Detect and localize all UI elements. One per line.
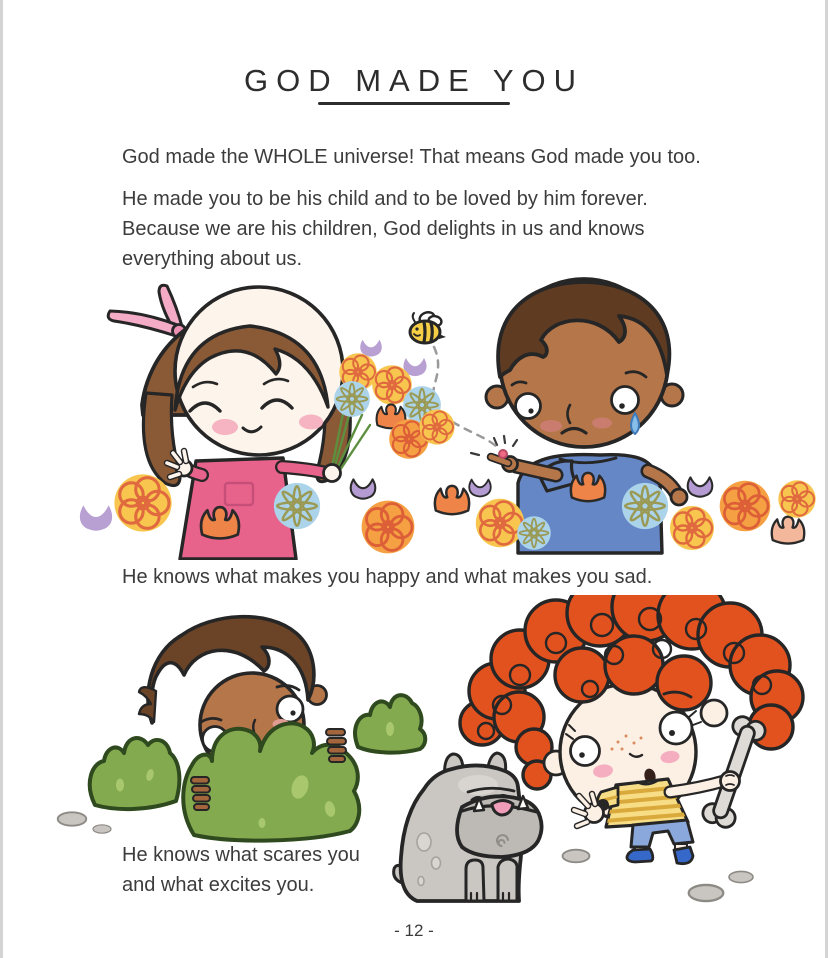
dog-forehead-patch — [458, 775, 498, 795]
bee-icon — [410, 310, 446, 343]
page-number: - 12 - — [394, 921, 434, 940]
grass-bush-left — [90, 738, 180, 809]
dog-leg-left — [466, 860, 484, 901]
boy-eye-left — [516, 394, 541, 419]
caption-scares-line1: He knows what scares you — [122, 844, 360, 866]
girl-cheek-left — [212, 419, 238, 435]
peek-boy-eye-right — [277, 696, 303, 722]
dog-nose — [492, 801, 513, 816]
boy-eye-right — [612, 387, 639, 414]
hair-bow-icon — [108, 285, 185, 337]
grass-tuft-right — [355, 695, 425, 753]
girl2-shoe-right — [674, 847, 693, 864]
bee-sting-mark — [499, 450, 507, 458]
girl-sleeve-right — [282, 467, 326, 473]
girl2-ear-right — [701, 700, 727, 726]
pebbles-right — [563, 850, 754, 901]
caption-scares-excites — [122, 840, 452, 900]
illustration-flowers-and-bee — [0, 275, 828, 560]
page-title: GOD MADE YOU — [243, 63, 585, 98]
dog-leg-right — [498, 859, 517, 901]
boy-hand-right — [671, 489, 687, 505]
girl2-eye-right — [660, 712, 692, 744]
boy-cheek-left — [540, 420, 562, 432]
paragraph-his-child: He made you to be his child and to be loved by him forever. Because we are his children, God delights in us and knows everything about us. — [122, 188, 648, 270]
pebbles-left — [58, 812, 111, 833]
peek-boy-hair-tuft — [139, 687, 156, 722]
flower-cluster — [334, 340, 454, 459]
girl2-eye-left — [571, 737, 600, 766]
girl2-shoe-left — [627, 849, 653, 862]
boy-cheek-right — [592, 418, 612, 429]
girl-cheek-right — [299, 415, 323, 430]
paragraph-universe: God made the WHOLE universe! That means God made you too. — [122, 146, 701, 168]
boy-pupil-left — [528, 408, 533, 413]
caption-happy-sad: He knows what makes you happy and what makes you sad. — [122, 566, 653, 588]
girl2-pants — [631, 820, 693, 847]
boy-pupil-right — [619, 403, 625, 409]
caption-scares-line2: and what excites you. — [122, 874, 315, 896]
girl-fist — [324, 465, 341, 482]
title-underline — [318, 102, 510, 105]
